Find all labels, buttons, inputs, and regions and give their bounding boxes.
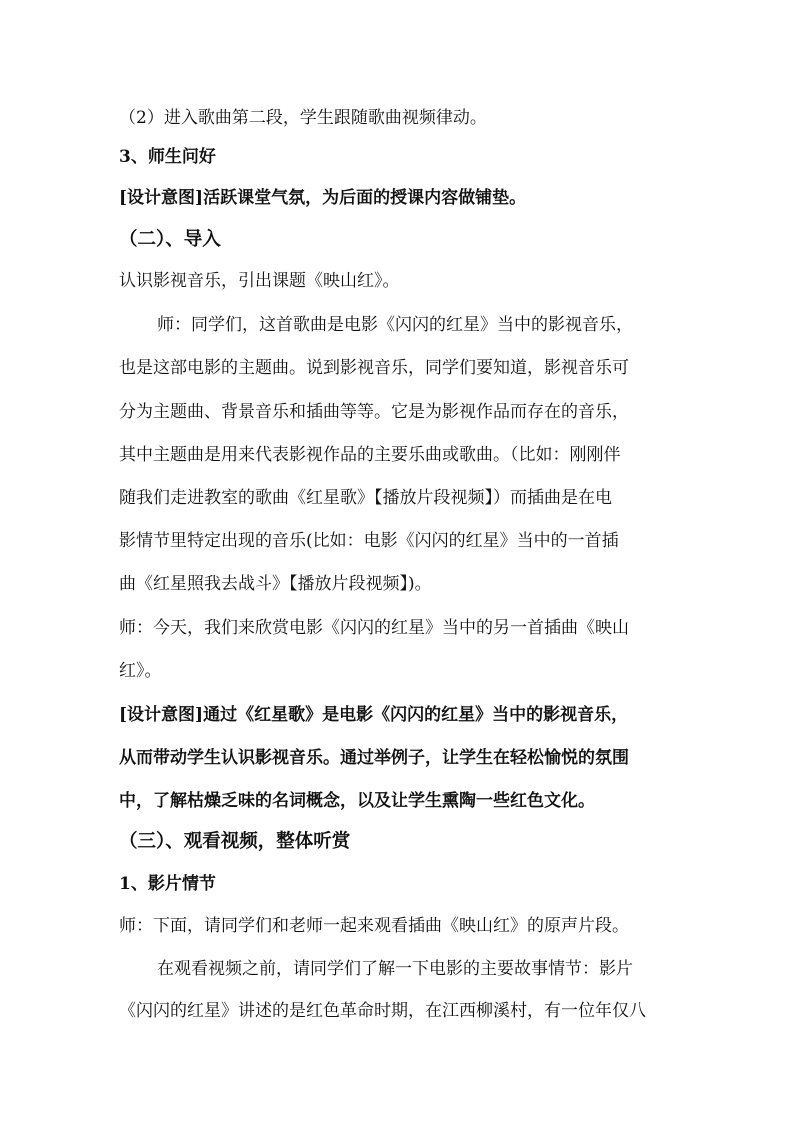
subsection-heading: 1、影片情节 bbox=[119, 874, 216, 894]
paragraph-line: （2）进入歌曲第二段，学生跟随歌曲视频律动。 bbox=[119, 108, 487, 128]
design-intent-line: 中，了解枯燥乏味的名词概念，以及让学生熏陶一些红色文化。 bbox=[119, 791, 595, 811]
paragraph-line: 曲《红星照我去战斗》【播放片段视频】)。 bbox=[119, 574, 432, 594]
paragraph-line: 师：同学们，这首歌曲是电影《闪闪的红星》当中的影视音乐， bbox=[157, 315, 633, 335]
paragraph-line: 分为主题曲、背景音乐和插曲等等。它是为影视作品而存在的音乐， bbox=[119, 402, 629, 422]
paragraph-line: 《闪闪的红星》讲述的是红色革命时期，在江西柳溪村，有一位年仅八 bbox=[119, 1001, 646, 1021]
design-intent-line: [设计意图]通过《红星歌》是电影《闪闪的红星》当中的影视音乐， bbox=[119, 705, 629, 725]
paragraph-line: 其中主题曲是用来代表影视作品的主要乐曲或歌曲。（比如：刚刚伴 bbox=[119, 445, 621, 465]
paragraph-line: 师：今天，我们来欣赏电影《闪闪的红星》当中的另一首插曲《映山 bbox=[119, 618, 629, 638]
section-heading: （二）、导入 bbox=[119, 229, 221, 250]
section-heading: 3、师生问好 bbox=[119, 147, 216, 167]
paragraph-line: 也是这部电影的主题曲。说到影视音乐，同学们要知道，影视音乐可 bbox=[119, 358, 629, 378]
design-intent-line: [设计意图]活跃课堂气氛，为后面的授课内容做铺垫。 bbox=[119, 188, 527, 208]
paragraph-line: 影情节里特定出现的音乐(比如：电影《闪闪的红星》当中的一首插 bbox=[119, 531, 619, 551]
paragraph-line: 认识影视音乐，引出课题《映山红》。 bbox=[119, 271, 400, 291]
paragraph-line: 红》。 bbox=[119, 661, 162, 681]
section-heading: （三）、观看视频，整体听赏 bbox=[119, 831, 351, 852]
design-intent-line: 从而带动学生认识影视音乐。通过举例子，让学生在轻松愉悦的氛围 bbox=[119, 748, 629, 768]
paragraph-line: 师：下面，请同学们和老师一起来观看插曲《映山红》的原声片段。 bbox=[119, 916, 629, 936]
paragraph-line: 在观看视频之前，请同学们了解一下电影的主要故事情节：影片 bbox=[157, 959, 633, 979]
paragraph-line: 随我们走进教室的歌曲《红星歌》【播放片段视频】）而插曲是在电 bbox=[119, 488, 612, 508]
